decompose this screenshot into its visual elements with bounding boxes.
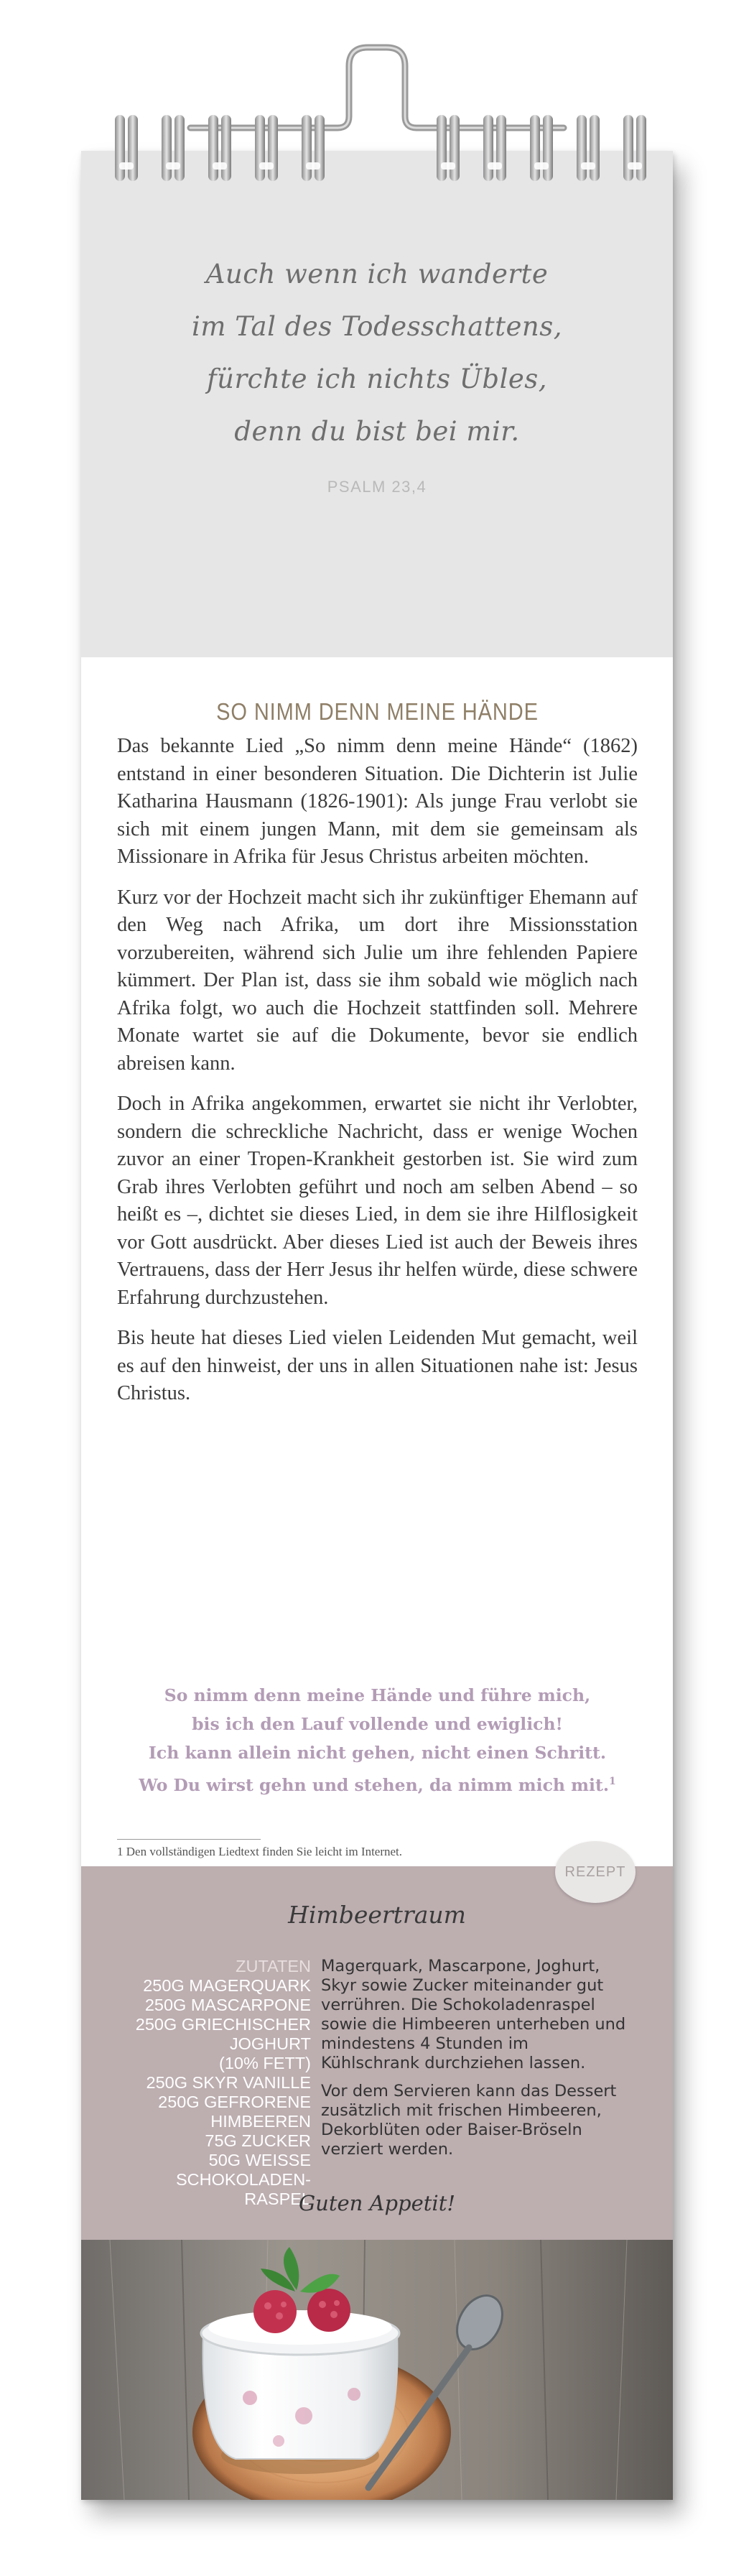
lyrics-line: So nimm denn meine Hände und führe mich, [164, 1685, 591, 1705]
recipe-title: Himbeertraum [288, 1901, 466, 1929]
calendar-hanger [0, 0, 754, 187]
verse-line: im Tal des Todesschattens, [192, 311, 562, 342]
article-paragraph: Bis heute hat dieses Lied vielen Leidenden Mut gemacht, weil es auf den hinweist, der uns in allen Situationen nahe ist: Jesus Christus. [117, 1327, 638, 1404]
lyrics-line: Wo Du wirst gehn und stehen, da nimm mich mit. [139, 1774, 610, 1795]
ingredient-item: 75G ZUCKER [205, 2131, 311, 2150]
ingredient-item: 250G GRIECHISCHER JOGHURT [135, 2015, 311, 2053]
instruction-paragraph: Vor dem Servieren kann das Dessert zusätzlich mit frischen Himbeeren, Dekorblüten oder Baiser-Bröseln verziert werden. [321, 2082, 617, 2159]
ingredient-item: 250G MAGERQUARK [143, 1976, 311, 1995]
article-title: SO NIMM DENN MEINE HÄNDE [216, 698, 539, 725]
ingredient-item: 250G MASCARPONE [144, 1996, 311, 2014]
recipe-instructions [321, 1957, 630, 2168]
ingredients-label: ZUTATEN [236, 1957, 311, 1975]
article-paragraph: Kurz vor der Hochzeit macht sich ihr zukünftiger Ehemann auf den Weg nach Afrika, um dort ihre Missionsstation vorzubereiten, während sich Julie um ihre fehlenden Papiere kümmert. Der Plan ist, dass sie ihm sobald wie möglich nach Afrika folgt, wo auch die Hochzeit stattfinden soll. Mehrere Monate wartet sie auf die Dokumente, bevor sie endlich abreisen kann. [117, 886, 638, 1075]
ingredient-item: 50G WEISSE SCHOKOLADEN- [175, 2151, 311, 2189]
dessert-photo [81, 2240, 673, 2500]
lyrics-line: Ich kann allein nicht gehen, nicht einen Schritt. [148, 1743, 607, 1763]
lyrics-line-last [117, 1767, 638, 1799]
instruction-paragraph: Magerquark, Mascarpone, Joghurt, Skyr sowie Zucker miteinander gut verrühren. Die Schokoladenraspel sowie die Himbeeren unterheben und mindestens 4 Stunden im Kühlschrank durchziehen lassen. [321, 1957, 626, 2072]
lyrics-line: bis ich den Lauf vollende und ewiglich! [192, 1714, 563, 1734]
article-paragraph: Doch in Afrika angekommen, erwartet sie nicht ihr Verlobter, sondern die schreckliche Nachricht, dass er wenige Wochen zuvor an einer Tropen-Krankheit gestorben ist. Sie wird zum Grab ihres Verlobten geführt und noch am selben Abend – so heißt es –, dichtet sie dieses Lied, in dem sie ihre Hilflosigkeit vor Gott ausdrückt. Aber dieses Lied ist auch der Beweis ihres Vertrauens, dass der Herr Jesus ihr helfen würde, diese schwere Erfahrung durchzustehen. [117, 1093, 638, 1309]
devotional-article [117, 698, 638, 1421]
ingredients-list [96, 1957, 311, 2209]
verse-reference: PSALM 23,4 [327, 478, 427, 496]
recipe-closing: Guten Appetit! [298, 2191, 456, 2215]
ingredient-item: RASPEL [244, 2190, 311, 2208]
ingredient-item: 250G SKYR VANILLE [146, 2073, 311, 2092]
verse-line: denn du bist bei mir. [234, 416, 520, 447]
ingredient-item: 250G GEFRORENE HIMBEEREN [158, 2093, 311, 2131]
verse-line: Auch wenn ich wanderte [205, 259, 549, 289]
article-paragraph: Das bekannte Lied „So nimm denn meine Hände“ (1862) entstand in einer besonderen Situation. Die Dichterin ist Julie Katharina Hausmann (1826-1901): Als junge Frau verlobt sie sich mit einem jungen Mann, mit dem sie gemeinsam als Missionare in Afrika für Jesus Christus arbeiten möchten. [117, 735, 638, 868]
hymn-lyrics [117, 1681, 638, 1799]
ingredient-item: (10% FETT) [219, 2054, 311, 2072]
calendar-card [81, 151, 673, 2500]
footnote-marker: 1 [609, 1776, 616, 1787]
recipe-section [81, 1863, 673, 2240]
recipe-badge: REZEPT [555, 1841, 636, 1903]
footnote: 1 Den vollständigen Liedtext finden Sie leicht im Internet. [117, 1845, 403, 1858]
verse-line: fürchte ich nichts Übles, [206, 363, 548, 394]
verse-text [124, 248, 630, 458]
verse-section [81, 151, 673, 657]
footnote-divider [117, 1839, 261, 1840]
